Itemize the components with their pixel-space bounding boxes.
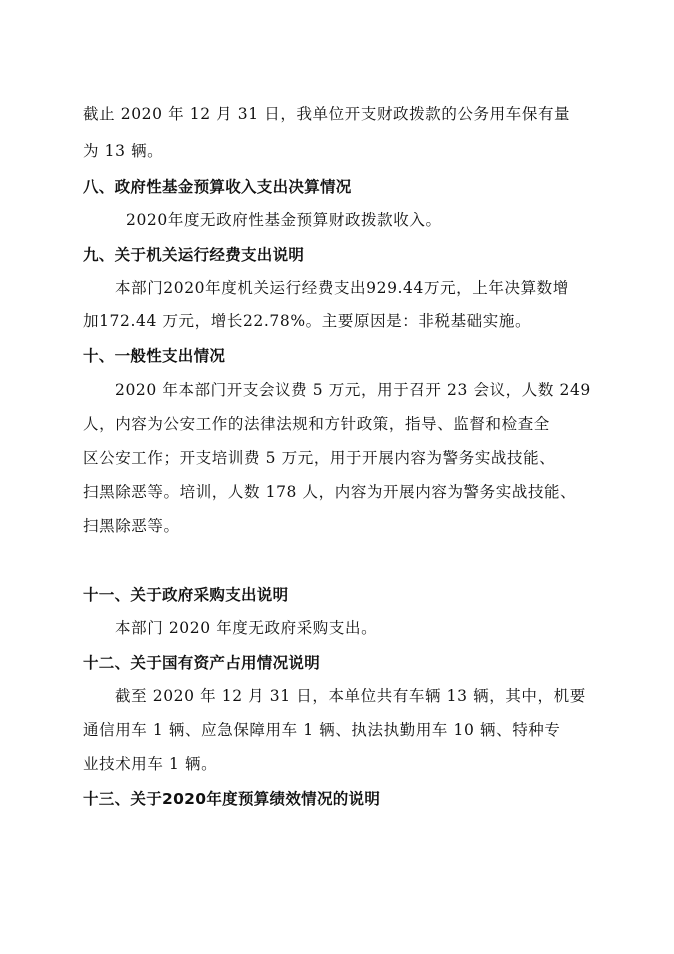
section-10-line-4: 扫黑除恶等。培训，人数 178 人，内容为开展内容为警务实战技能、 — [83, 483, 577, 501]
section-12-heading: 十二、关于国有资产占用情况说明 — [83, 654, 321, 672]
section-12-line-2: 通信用车 1 辆、应急保障用车 1 辆、执法执勤用车 10 辆、特种专 — [83, 721, 561, 739]
section-13-heading: 十三、关于2020年度预算绩效情况的说明 — [83, 790, 381, 808]
section-11-line-1: 本部门 2020 年度无政府采购支出。 — [115, 619, 378, 637]
section-9-heading: 九、关于机关运行经费支出说明 — [83, 246, 305, 264]
section-12-line-3: 业技术用车 1 辆。 — [83, 755, 218, 773]
section-10-line-1: 2020 年本部门开支会议费 5 万元，用于召开 23 会议，人数 249 — [115, 381, 591, 399]
section-10-heading: 十、一般性支出情况 — [83, 347, 226, 365]
paragraph-vehicles-line-2: 为 13 辆。 — [83, 142, 164, 160]
section-12-line-1: 截至 2020 年 12 月 31 日，本单位共有车辆 13 辆，其中，机要 — [115, 687, 586, 705]
section-10-line-3: 区公安工作；开支培训费 5 万元，用于开展内容为警务实战技能、 — [83, 449, 556, 467]
section-9-line-2: 加172.44 万元，增长22.78%。主要原因是：非税基础实施。 — [83, 312, 532, 330]
section-10-line-5: 扫黑除恶等。 — [83, 517, 180, 535]
section-8-line-1: 2020年度无政府性基金预算财政拨款收入。 — [126, 211, 442, 229]
section-10-line-2: 人，内容为公安工作的法律法规和方针政策，指导、监督和检查全 — [83, 415, 550, 433]
section-9-line-1: 本部门2020年度机关运行经费支出929.44万元，上年决算数增 — [115, 279, 569, 297]
section-11-heading: 十一、关于政府采购支出说明 — [83, 586, 289, 604]
paragraph-vehicles-line-1: 截止 2020 年 12 月 31 日，我单位开支财政拨款的公务用车保有量 — [83, 105, 571, 123]
section-8-heading: 八、政府性基金预算收入支出决算情况 — [83, 178, 352, 196]
